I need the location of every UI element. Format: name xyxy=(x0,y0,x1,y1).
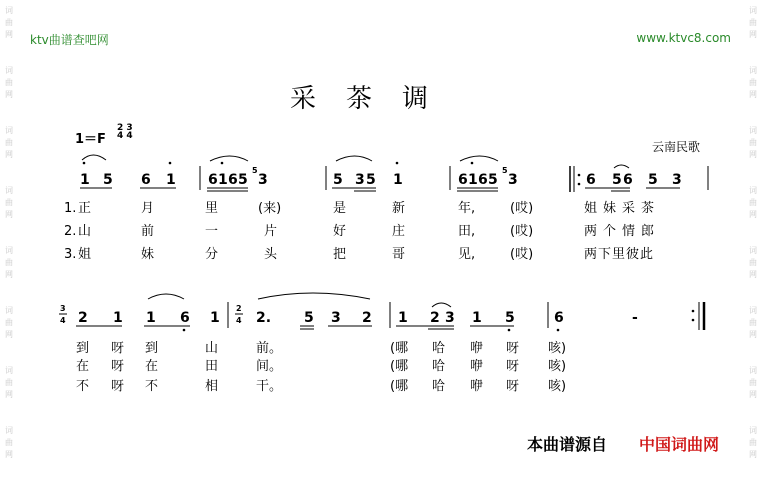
watermark-glyph: 词 xyxy=(749,426,757,435)
svg-text:-: - xyxy=(632,310,638,326)
svg-text:6: 6 xyxy=(458,172,468,188)
svg-text:山: 山 xyxy=(78,224,92,239)
svg-text:不: 不 xyxy=(145,379,159,394)
watermark-glyph: 网 xyxy=(5,390,13,399)
watermark-glyph: 网 xyxy=(5,150,13,159)
lyrics-verse-3 xyxy=(64,246,654,262)
watermark-glyph: 曲 xyxy=(749,18,757,27)
watermark-glyph: 词 xyxy=(749,306,757,315)
svg-text:一: 一 xyxy=(205,224,219,239)
svg-text:前: 前 xyxy=(141,224,155,239)
repeat-dot xyxy=(692,310,695,313)
svg-text:1: 1 xyxy=(146,310,156,326)
svg-text:两下里彼此: 两下里彼此 xyxy=(584,247,655,262)
svg-text:3.: 3. xyxy=(64,247,77,262)
svg-text:前。: 前。 xyxy=(256,341,283,356)
svg-text:咿: 咿 xyxy=(470,379,484,394)
watermark-glyph: 网 xyxy=(5,90,13,99)
svg-text:5: 5 xyxy=(612,172,622,188)
svg-text:6: 6 xyxy=(180,310,190,326)
notation-line-1 xyxy=(64,155,708,262)
svg-text:相: 相 xyxy=(205,379,219,394)
svg-text:2: 2 xyxy=(236,304,242,313)
watermark-glyph: 网 xyxy=(5,330,13,339)
svg-text:5: 5 xyxy=(252,166,258,175)
svg-text:咳): 咳) xyxy=(548,341,567,356)
svg-text:2.: 2. xyxy=(64,224,77,239)
svg-text:(哪: (哪 xyxy=(390,379,409,394)
svg-text:1: 1 xyxy=(166,172,176,188)
watermark-glyph: 曲 xyxy=(5,438,13,447)
svg-text:在: 在 xyxy=(76,359,90,374)
svg-text:哈: 哈 xyxy=(432,379,446,394)
svg-text:姐: 姐 xyxy=(78,247,92,262)
svg-text:月: 月 xyxy=(141,201,155,216)
watermark-glyph: 词 xyxy=(5,66,13,75)
watermark-glyph: 曲 xyxy=(5,198,13,207)
watermark-glyph: 网 xyxy=(749,450,757,459)
svg-text:妹: 妹 xyxy=(141,247,155,262)
svg-text:3: 3 xyxy=(445,310,455,326)
svg-text:2: 2 xyxy=(362,310,372,326)
repeat-dot xyxy=(692,319,695,322)
key-signature: 1＝F xyxy=(75,132,106,147)
lyrics-line-2-verse-1 xyxy=(76,341,566,356)
svg-text:片: 片 xyxy=(264,224,278,239)
watermark-glyph: 曲 xyxy=(5,378,13,387)
svg-text:(哎): (哎) xyxy=(510,247,534,262)
watermark-glyph: 曲 xyxy=(749,258,757,267)
svg-text:咿: 咿 xyxy=(470,359,484,374)
watermark-glyph: 曲 xyxy=(749,318,757,327)
svg-text:好: 好 xyxy=(333,224,347,239)
watermark-glyph: 网 xyxy=(749,210,757,219)
svg-text:6: 6 xyxy=(208,172,218,188)
svg-text:5: 5 xyxy=(648,172,658,188)
footer-source-label: 本曲谱源自 xyxy=(527,435,608,454)
watermark-glyph: 词 xyxy=(5,6,13,15)
watermark-glyph: 网 xyxy=(5,450,13,459)
svg-text:咳): 咳) xyxy=(548,379,567,394)
svg-text:(哪: (哪 xyxy=(390,341,409,356)
watermark-glyph: 网 xyxy=(749,30,757,39)
svg-text:田: 田 xyxy=(205,359,219,374)
svg-text:咳): 咳) xyxy=(548,359,567,374)
svg-text:5: 5 xyxy=(304,310,314,326)
svg-text:2: 2 xyxy=(78,310,88,326)
watermark-glyph: 曲 xyxy=(5,78,13,87)
svg-text:1: 1 xyxy=(393,172,403,188)
svg-text:把: 把 xyxy=(333,247,347,262)
svg-text:间。: 间。 xyxy=(256,359,283,374)
svg-text:到: 到 xyxy=(76,341,90,356)
svg-text:是: 是 xyxy=(333,201,347,216)
svg-text:不: 不 xyxy=(76,379,90,394)
lyrics-line-2-verse-3 xyxy=(76,378,566,394)
svg-text:田,: 田, xyxy=(458,224,476,239)
watermark-glyph: 词 xyxy=(749,186,757,195)
svg-text:呀: 呀 xyxy=(506,379,520,394)
svg-text:5: 5 xyxy=(103,172,113,188)
svg-text:6: 6 xyxy=(141,172,151,188)
meter-bottom: 4 4 xyxy=(117,131,133,141)
svg-text:头: 头 xyxy=(264,247,278,262)
svg-text:呀: 呀 xyxy=(111,359,125,374)
svg-text:3: 3 xyxy=(508,172,518,188)
watermark-glyph: 网 xyxy=(5,270,13,279)
svg-text:6: 6 xyxy=(586,172,596,188)
watermark-glyph: 网 xyxy=(749,330,757,339)
watermark-glyph: 词 xyxy=(5,306,13,315)
svg-text:3: 3 xyxy=(258,172,268,188)
watermark-glyph: 网 xyxy=(5,210,13,219)
svg-text:两个情郎: 两个情郎 xyxy=(584,224,661,239)
svg-text:呀: 呀 xyxy=(111,341,125,356)
svg-text:姐妹采茶: 姐妹采茶 xyxy=(584,201,661,216)
watermark-glyph: 词 xyxy=(5,366,13,375)
svg-text:3: 3 xyxy=(355,172,365,188)
repeat-dot xyxy=(578,174,581,177)
svg-text:呀: 呀 xyxy=(506,359,520,374)
svg-text:4: 4 xyxy=(236,316,242,325)
svg-text:(哪: (哪 xyxy=(390,359,409,374)
svg-text:2: 2 xyxy=(430,310,440,326)
watermark-glyph: 网 xyxy=(749,270,757,279)
svg-text:见,: 见, xyxy=(458,247,476,262)
watermark-glyph: 词 xyxy=(5,186,13,195)
watermark-glyph: 词 xyxy=(5,246,13,255)
watermark-glyph: 网 xyxy=(749,90,757,99)
svg-text:咿: 咿 xyxy=(470,341,484,356)
svg-text:4: 4 xyxy=(60,316,66,325)
watermark-glyph: 网 xyxy=(749,390,757,399)
song-origin: 云南民歌 xyxy=(652,140,701,154)
watermark-glyph: 曲 xyxy=(749,438,757,447)
lyrics-verse-2 xyxy=(64,223,660,239)
svg-text:哈: 哈 xyxy=(432,341,446,356)
svg-text:3: 3 xyxy=(60,304,66,313)
watermark-glyph: 曲 xyxy=(749,378,757,387)
svg-text:新: 新 xyxy=(392,201,406,216)
watermark-glyph: 曲 xyxy=(5,138,13,147)
watermark-glyph: 词 xyxy=(749,126,757,135)
svg-text:干。: 干。 xyxy=(256,379,283,394)
svg-text:到: 到 xyxy=(145,341,159,356)
verse-number: 1. xyxy=(64,201,77,216)
watermark-glyph: 词 xyxy=(749,246,757,255)
svg-text:6: 6 xyxy=(228,172,238,188)
svg-text:5: 5 xyxy=(502,166,508,175)
watermark-glyph: 词 xyxy=(749,366,757,375)
svg-text:呀: 呀 xyxy=(111,379,125,394)
notation-line-2 xyxy=(59,293,704,394)
watermark-glyph: 词 xyxy=(5,126,13,135)
svg-text:哈: 哈 xyxy=(432,359,446,374)
watermark-glyph: 曲 xyxy=(749,198,757,207)
svg-text:1: 1 xyxy=(80,172,90,188)
watermark-glyph: 词 xyxy=(749,6,757,15)
svg-text:(哎): (哎) xyxy=(510,201,534,216)
repeat-dot xyxy=(578,183,581,186)
svg-text:2.: 2. xyxy=(256,310,272,326)
svg-text:里: 里 xyxy=(205,201,219,216)
watermark-glyph: 词 xyxy=(5,426,13,435)
svg-text:年,: 年, xyxy=(458,201,476,216)
lyrics-line-2-verse-2 xyxy=(76,358,566,374)
svg-text:1: 1 xyxy=(210,310,220,326)
svg-text:(来): (来) xyxy=(258,201,282,216)
svg-text:哥: 哥 xyxy=(392,247,406,262)
svg-text:在: 在 xyxy=(145,359,159,374)
svg-text:(哎): (哎) xyxy=(510,224,534,239)
watermark-glyph: 曲 xyxy=(5,258,13,267)
svg-text:1: 1 xyxy=(218,172,228,188)
svg-text:5: 5 xyxy=(333,172,343,188)
watermark-glyph: 网 xyxy=(5,30,13,39)
svg-text:庄: 庄 xyxy=(392,224,406,239)
svg-text:山: 山 xyxy=(205,341,219,356)
svg-text:5: 5 xyxy=(238,172,248,188)
footer-source-site[interactable]: 中国词曲网 xyxy=(639,435,720,454)
svg-text:1: 1 xyxy=(398,310,408,326)
svg-text:1: 1 xyxy=(113,310,123,326)
watermark-glyph: 曲 xyxy=(749,138,757,147)
svg-text:6: 6 xyxy=(554,310,564,326)
watermark-glyph: 曲 xyxy=(5,318,13,327)
svg-text:5: 5 xyxy=(366,172,376,188)
song-title: 采茶调 xyxy=(290,84,459,114)
svg-text:呀: 呀 xyxy=(506,341,520,356)
svg-text:5: 5 xyxy=(488,172,498,188)
svg-text:分: 分 xyxy=(205,247,219,262)
watermark-glyph: 曲 xyxy=(5,18,13,27)
watermark-glyph: 词 xyxy=(749,66,757,75)
watermark-glyph: 网 xyxy=(749,150,757,159)
header-site-name: ktv曲谱查吧网 xyxy=(30,33,109,47)
svg-text:3: 3 xyxy=(331,310,341,326)
svg-text:6: 6 xyxy=(623,172,633,188)
watermark-glyph: 曲 xyxy=(749,78,757,87)
svg-text:3: 3 xyxy=(672,172,682,188)
header-site-url: www.ktvc8.com xyxy=(636,31,731,45)
meter-top: 2 3 xyxy=(117,123,133,133)
svg-text:正: 正 xyxy=(78,201,92,216)
svg-text:1: 1 xyxy=(472,310,482,326)
svg-text:5: 5 xyxy=(505,310,515,326)
svg-text:6: 6 xyxy=(478,172,488,188)
lyrics-verse-1 xyxy=(64,200,660,216)
svg-text:1: 1 xyxy=(468,172,478,188)
